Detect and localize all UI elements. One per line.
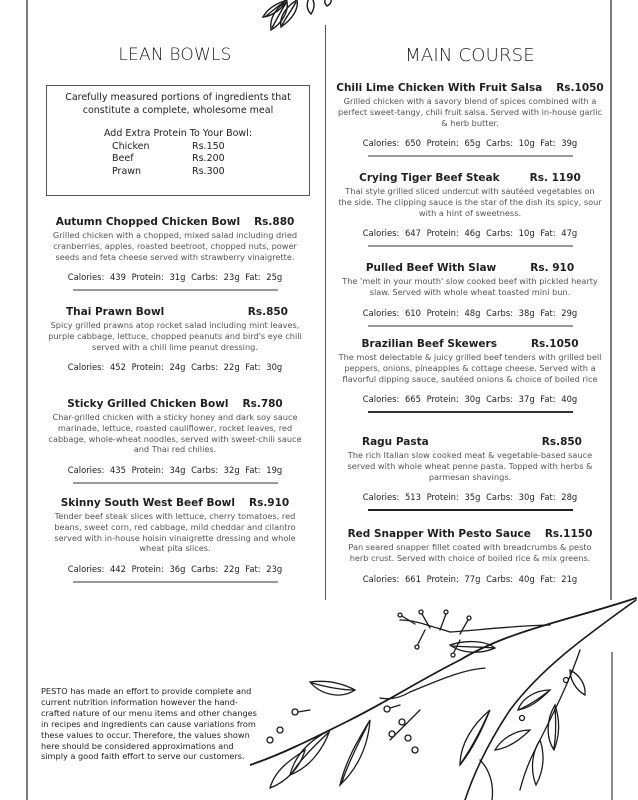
item-description: Grilled chicken with a chopped, mixed salad including dried cranberries, apples, roasted beetroot, chopped nuts, power seeds and feta cheese served with strawberry vinaigrette. [52,230,298,262]
item-divider [368,325,573,327]
extra-protein-row [47,141,309,154]
section-title-main-course: MAIN COURSE [405,45,535,66]
section-title-lean-bowls: LEAN BOWLS [118,45,232,65]
menu-item [336,262,604,327]
extra-protein-box [46,85,310,196]
menu-item [40,497,310,583]
botanical-branch-icon [250,590,638,800]
extra-protein-price: Rs.200 [192,153,225,164]
item-description: The rich Italian slow cooked meat & vegetable-based sauce served with whole wheat penne pasta. Topped with herbs & parmesan shavings. [347,450,593,482]
item-price: Rs.1050 [530,338,579,350]
item-description: Thai style grilled sliced undercut with sautéed vegetables on the side. The clipping sauce is the star of the dish its spicy, sour with a hint of sweetness. [338,186,602,218]
item-nutrition: Calories: 665 Protein: 30g Carbs: 37g Fat: 40g [362,394,578,405]
item-divider [368,411,573,413]
item-description: Pan seared snapper fillet coated with breadcrumbs & pesto herb crust. Served with choice of boiled rice & mix greens. [348,542,592,563]
menu-item [336,82,604,157]
extra-protein-name: Beef [112,153,134,164]
item-name: Sticky Grilled Chicken Bowl [67,398,229,410]
page-border-right [610,0,612,600]
item-divider [368,155,573,157]
item-price: Rs.850 [541,436,582,448]
nutrition-disclaimer: PESTO has made an effort to provide complete and current nutrition information however the hand-crafted nature of our menu items and other changes in recipes and ingredients can cause variations from these values to occur. Therefore, the values shown here should be considered approximations and simply a good faith effort to serve our customers. [41,686,257,762]
extra-protein-name: Chicken [112,140,150,152]
item-nutrition: Calories: 452 Protein: 24g Carbs: 22g Fat: 30g [67,362,283,373]
menu-item [336,338,604,413]
menu-item [336,436,604,511]
item-description: Char-grilled chicken with a sticky honey and dark soy sauce marinade, lettuce, roasted cauliflower, rocket leaves, red cabbage, whole-wheat noodles, served with sweet-chili sauce and Thai red chilies. [48,412,302,455]
item-nutrition: Calories: 513 Protein: 35g Carbs: 30g Fat: 28g [362,492,578,503]
item-name: Autumn Chopped Chicken Bowl [55,216,241,228]
item-price: Rs.1150 [544,528,593,540]
item-price: Rs. 1190 [529,172,581,184]
menu-item [40,306,310,372]
item-description: Grilled chicken with a savory blend of spices combined with a perfect sweet-tangy, chili fruit salsa. Served with in-house garlic & herb butter. [338,96,602,128]
item-name: Thai Prawn Bowl [66,306,165,318]
bowls-intro-text: Carefully measured portions of ingredients that constitute a complete, wholesome meal [65,92,291,116]
item-price: Rs.910 [248,497,290,509]
item-divider [368,509,573,511]
item-price: Rs.780 [242,398,283,410]
item-name: Crying Tiger Beef Steak [359,172,500,184]
item-divider [368,245,573,247]
extra-protein-title: Add Extra Protein To Your Bowl: [103,128,253,139]
item-nutrition: Calories: 442 Protein: 36g Carbs: 22g Fat: 23g [67,564,283,575]
extra-protein-price: Rs.300 [192,165,225,177]
item-description: The 'melt in your mouth' slow cooked beef with pickled hearty slaw. Served with whole wheat toasted mini bun. [342,276,598,297]
item-nutrition: Calories: 650 Protein: 65g Carbs: 10g Fat: 39g [362,138,578,149]
item-price: Rs.850 [247,306,288,318]
menu-item [40,398,310,484]
extra-protein-row [47,166,309,179]
item-name: Brazilian Beef Skewers [361,338,497,350]
item-nutrition: Calories: 647 Protein: 46g Carbs: 10g Fat: 47g [362,228,578,239]
item-description: Tender beef steak slices with lettuce, cherry tomatoes, red beans, sweet corn, red cabbage, mild cheddar and cilantro served with in-house hoisin vinaigrette dressing and whole wheat pita slices. [54,511,296,554]
item-divider [73,581,278,583]
item-price: Rs. 910 [530,262,575,274]
item-name: Pulled Beef With Slaw [365,262,497,274]
menu-item [40,216,310,291]
leaf-sprig-icon [255,0,355,34]
menu-item [336,528,604,584]
extra-protein-name: Prawn [112,165,142,177]
item-description: The most delectable & juicy grilled beef tenders with grilled bell peppers, onions, pineapples & cottage cheese. Served with a flavorful dipping sauce, sautéed onions & choice of boiled rice [338,352,602,384]
column-divider [325,25,326,600]
extra-protein-row [47,153,309,166]
item-nutrition: Calories: 661 Protein: 77g Carbs: 40g Fat: 21g [362,573,578,584]
item-name: Ragu Pasta [362,436,429,448]
item-divider [73,289,278,291]
item-name: Skinny South West Beef Bowl [60,497,235,509]
menu-item [336,172,604,247]
page-border-left [26,0,28,800]
item-price: Rs.1050 [556,82,604,94]
item-name: Chili Lime Chicken With Fruit Salsa [336,82,543,94]
item-nutrition: Calories: 610 Protein: 48g Carbs: 38g Fat: 29g [362,307,578,318]
item-price: Rs.880 [254,216,295,228]
item-name: Red Snapper With Pesto Sauce [347,528,531,540]
item-nutrition: Calories: 435 Protein: 34g Carbs: 32g Fat: 19g [67,465,283,476]
item-divider [73,482,278,484]
extra-protein-price: Rs.150 [192,140,225,152]
item-nutrition: Calories: 439 Protein: 31g Carbs: 23g Fat: 25g [67,272,283,283]
item-description: Spicy grilled prawns atop rocket salad including mint leaves, purple cabbage, lettuce, chopped peanuts and bird's eye chili served with a chili lime peanut dressing. [48,320,302,352]
